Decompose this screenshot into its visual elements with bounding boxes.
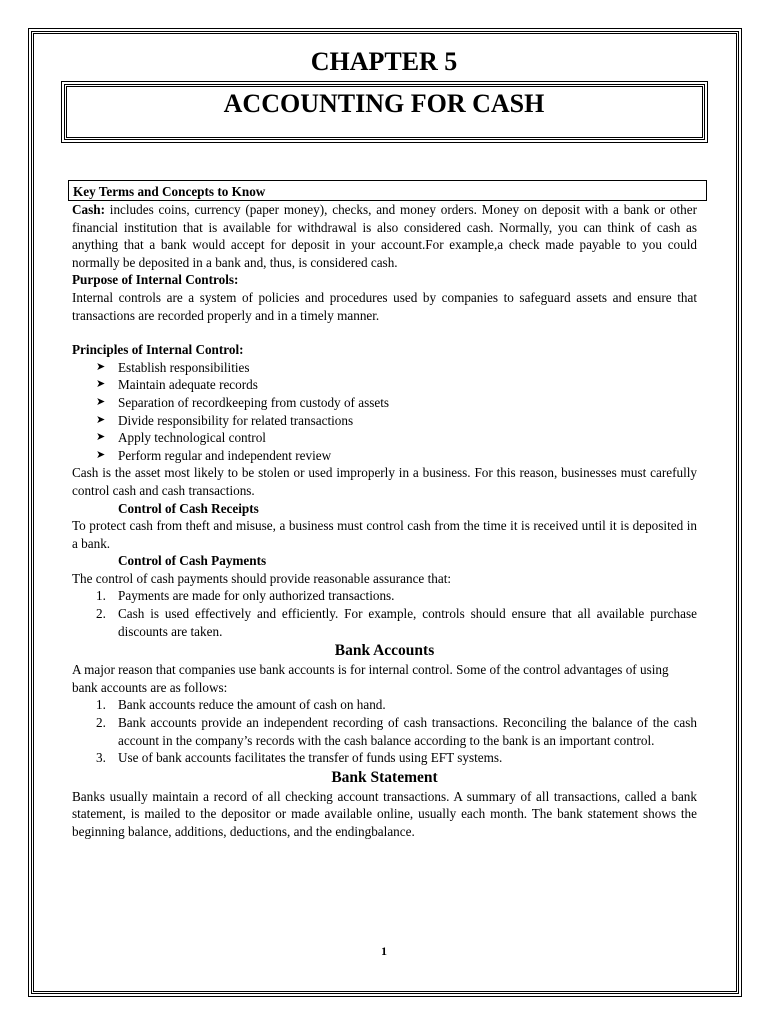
cash-payments-intro: The control of cash payments should provide reasonable assurance that: (72, 570, 452, 586)
arrowhead-bullet-icon: ➤ (96, 395, 106, 408)
cash-definition (72, 201, 697, 271)
list-item: 1. Payments are made for only authorized transactions. (96, 588, 395, 604)
list-item: 3. Use of bank accounts facilitates the transfer of funds using EFT systems. (96, 750, 503, 766)
list-item: ➤ Apply technological control (96, 430, 266, 446)
list-item: ➤ Perform regular and independent review (96, 447, 332, 463)
bank-statement-text: Banks usually maintain a record of all checking account transactions. A summary of all transactions, called a bank statement, is mailed to the depositor or made available online, usually each month. The bank statement shows the beginning balance, additions, deductions, and the endingbalance. (72, 788, 697, 839)
cash-payments-list (72, 587, 697, 640)
principles-heading: Principles of Internal Control: (72, 342, 244, 358)
cash-risk-text: Cash is the asset most likely to be stolen or used improperly in a business. For this reason, businesses must carefully control cash and cash transactions. (72, 465, 697, 498)
list-item: 2. Cash is used effectively and efficiently. For example, controls should ensure that all available purchase discounts are taken. (96, 606, 697, 639)
bank-accounts-list (72, 696, 697, 766)
bank-accounts-heading: Bank Accounts (334, 642, 435, 660)
bank-accounts-intro: A major reason that companies use bank accounts is for internal control. Some of the control advantages of using bank accounts are as follows: (72, 662, 669, 695)
list-item: ➤ Maintain adequate records (96, 377, 258, 393)
chapter-title: ACCOUNTING FOR CASH (223, 89, 545, 118)
bank-statement-heading: Bank Statement (331, 768, 438, 786)
cash-term: Cash: (72, 202, 105, 217)
page-body (72, 180, 697, 841)
internal-controls-text: Internal controls are a system of policies and procedures used by companies to safeguard assets and ensure that transactions are recorded properly and in a timely manner. (72, 289, 697, 323)
cash-payments-heading: Control of Cash Payments (118, 553, 267, 569)
list-item: 1. Bank accounts reduce the amount of cash on hand. (96, 697, 386, 713)
arrowhead-bullet-icon: ➤ (96, 378, 106, 391)
arrowhead-bullet-icon: ➤ (96, 360, 106, 373)
list-item: ➤ Establish responsibilities (96, 359, 250, 375)
spacer (72, 324, 697, 341)
page-number: 1 (381, 944, 387, 958)
key-terms-heading: Key Terms and Concepts to Know (68, 180, 707, 201)
arrowhead-bullet-icon: ➤ (96, 448, 106, 461)
arrowhead-bullet-icon: ➤ (96, 431, 106, 444)
chapter-number: CHAPTER 5 (310, 47, 458, 76)
list-item: ➤ Separation of recordkeeping from custody of assets (96, 394, 389, 410)
cash-definition-text: includes coins, currency (paper money), checks, and money orders. Money on deposit with a bank or other financial institution that is available for withdrawal is also considered cash. Normally, you can think of cash as anything that a bank would accept for deposit in your account.For example,a check made payable to you could normally be deposited in a bank and, thus, is considered cash. (72, 202, 697, 270)
list-item: ➤ Divide responsibility for related transactions (96, 412, 354, 428)
internal-controls-heading: Purpose of Internal Controls: (72, 272, 239, 288)
arrowhead-bullet-icon: ➤ (96, 413, 106, 426)
list-item: 2. Bank accounts provide an independent recording of cash transactions. Reconciling the balance of the cash account in the company’s records with the cash balance according to the bank is an important control. (96, 715, 697, 748)
cash-receipts-text: To protect cash from theft and misuse, a business must control cash from the time it is received until it is deposited in a bank. (72, 518, 697, 551)
cash-receipts-heading: Control of Cash Receipts (118, 500, 259, 516)
principles-list (72, 359, 697, 465)
